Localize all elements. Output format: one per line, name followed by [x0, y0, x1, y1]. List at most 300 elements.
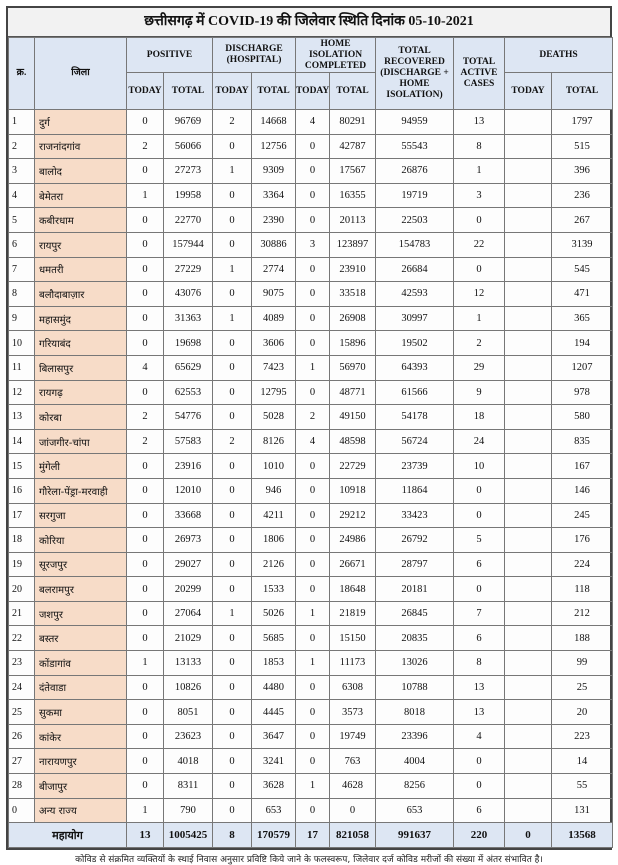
cell-discharge-total: 3241: [252, 749, 296, 774]
cell-district: सुकमा: [35, 700, 127, 725]
cell-home-isolation-today: 0: [296, 454, 330, 479]
covid-report-sheet: [6, 6, 612, 865]
cell-discharge-total: 1010: [252, 454, 296, 479]
cell-deaths-today: [505, 110, 552, 135]
cell-positive-today: 0: [127, 528, 164, 553]
cell-total-active: 12: [454, 282, 505, 307]
cell-sr: 9: [9, 306, 35, 331]
cell-home-isolation-total: 16355: [330, 183, 376, 208]
cell-total-recovered: 26684: [376, 257, 454, 282]
cell-total-recovered: 26876: [376, 159, 454, 184]
table-row: [9, 626, 613, 651]
table-row: [9, 749, 613, 774]
cell-positive-total: 26973: [164, 528, 213, 553]
cell-total-recovered: 33423: [376, 503, 454, 528]
cell-positive-today: 0: [127, 675, 164, 700]
cell-total-recovered: 8018: [376, 700, 454, 725]
cell-deaths-today: [505, 651, 552, 676]
cell-total-recovered: 8256: [376, 774, 454, 799]
cell-discharge-total: 7423: [252, 355, 296, 380]
cell-positive-total: 56066: [164, 134, 213, 159]
cell-deaths-today: [505, 774, 552, 799]
cell-total-recovered: 20181: [376, 577, 454, 602]
total-deaths-today: 0: [505, 823, 552, 848]
table-row: [9, 405, 613, 430]
cell-positive-today: 0: [127, 454, 164, 479]
cell-deaths-today: [505, 503, 552, 528]
cell-discharge-total: 653: [252, 798, 296, 823]
cell-positive-today: 0: [127, 478, 164, 503]
cell-total-recovered: 26792: [376, 528, 454, 553]
total-discharge-total: 170579: [252, 823, 296, 848]
cell-district: अन्य राज्य: [35, 798, 127, 823]
cell-home-isolation-total: 15896: [330, 331, 376, 356]
cell-deaths-today: [505, 380, 552, 405]
cell-positive-total: 29027: [164, 552, 213, 577]
cell-positive-total: 27229: [164, 257, 213, 282]
cell-positive-total: 65629: [164, 355, 213, 380]
cell-total-active: 3: [454, 183, 505, 208]
cell-district: सरगुजा: [35, 503, 127, 528]
cell-district: कबीरधाम: [35, 208, 127, 233]
cell-positive-total: 54776: [164, 405, 213, 430]
cell-district: गरियाबंद: [35, 331, 127, 356]
cell-home-isolation-today: 0: [296, 724, 330, 749]
cell-deaths-today: [505, 429, 552, 454]
cell-total-recovered: 19719: [376, 183, 454, 208]
cell-total-recovered: 154783: [376, 232, 454, 257]
total-home-isolation-total: 821058: [330, 823, 376, 848]
cell-discharge-today: 0: [213, 232, 252, 257]
cell-positive-today: 2: [127, 134, 164, 159]
cell-discharge-total: 3606: [252, 331, 296, 356]
cell-deaths-total: 267: [552, 208, 613, 233]
table-row: [9, 503, 613, 528]
cell-total-active: 0: [454, 478, 505, 503]
cell-home-isolation-total: 22729: [330, 454, 376, 479]
table-row: [9, 306, 613, 331]
cell-home-isolation-today: 0: [296, 626, 330, 651]
table-row: [9, 110, 613, 135]
cell-deaths-total: 176: [552, 528, 613, 553]
totals-section: [9, 823, 613, 848]
cell-total-recovered: 30997: [376, 306, 454, 331]
cell-deaths-today: [505, 749, 552, 774]
cell-district: बलरामपुर: [35, 577, 127, 602]
cell-home-isolation-today: 1: [296, 355, 330, 380]
cell-discharge-today: 1: [213, 159, 252, 184]
cell-positive-total: 790: [164, 798, 213, 823]
cell-home-isolation-today: 0: [296, 208, 330, 233]
cell-total-recovered: 42593: [376, 282, 454, 307]
cell-sr: 26: [9, 724, 35, 749]
cell-positive-total: 20299: [164, 577, 213, 602]
cell-positive-total: 157944: [164, 232, 213, 257]
cell-home-isolation-today: 0: [296, 552, 330, 577]
cell-deaths-today: [505, 282, 552, 307]
table-row: [9, 700, 613, 725]
cell-positive-total: 8051: [164, 700, 213, 725]
table-row: [9, 208, 613, 233]
cell-deaths-total: 471: [552, 282, 613, 307]
table-row: [9, 429, 613, 454]
cell-positive-today: 0: [127, 626, 164, 651]
cell-district: बीजापुर: [35, 774, 127, 799]
cell-discharge-total: 3628: [252, 774, 296, 799]
cell-sr: 13: [9, 405, 35, 430]
cell-deaths-today: [505, 159, 552, 184]
cell-deaths-total: 580: [552, 405, 613, 430]
cell-discharge-today: 0: [213, 577, 252, 602]
cell-deaths-total: 1207: [552, 355, 613, 380]
cell-total-active: 8: [454, 134, 505, 159]
table-row: [9, 355, 613, 380]
table-row: [9, 577, 613, 602]
cell-discharge-today: 0: [213, 355, 252, 380]
total-home-isolation-today: 17: [296, 823, 330, 848]
cell-positive-today: 0: [127, 700, 164, 725]
cell-positive-today: 2: [127, 405, 164, 430]
cell-sr: 17: [9, 503, 35, 528]
header-discharge: DISCHARGE (HOSPITAL): [213, 38, 296, 73]
cell-discharge-today: 0: [213, 528, 252, 553]
cell-positive-today: 1: [127, 183, 164, 208]
cell-positive-total: 27273: [164, 159, 213, 184]
cell-positive-total: 23623: [164, 724, 213, 749]
cell-total-recovered: 23739: [376, 454, 454, 479]
cell-home-isolation-today: 0: [296, 331, 330, 356]
cell-positive-today: 1: [127, 798, 164, 823]
cell-positive-today: 4: [127, 355, 164, 380]
cell-sr: 11: [9, 355, 35, 380]
cell-discharge-total: 5685: [252, 626, 296, 651]
cell-total-active: 5: [454, 528, 505, 553]
cell-positive-total: 31363: [164, 306, 213, 331]
cell-deaths-total: 118: [552, 577, 613, 602]
cell-discharge-today: 0: [213, 331, 252, 356]
header-home-isolation-total: TOTAL: [330, 73, 376, 110]
cell-discharge-total: 14668: [252, 110, 296, 135]
cell-sr: 8: [9, 282, 35, 307]
cell-sr: 15: [9, 454, 35, 479]
cell-positive-today: 0: [127, 380, 164, 405]
cell-positive-total: 21029: [164, 626, 213, 651]
cell-home-isolation-total: 15150: [330, 626, 376, 651]
report-title: छत्तीसगढ़ में COVID-19 की जिलेवार स्थिति दिनांक 05-10-2021: [8, 8, 610, 37]
cell-home-isolation-today: 4: [296, 110, 330, 135]
cell-deaths-total: 224: [552, 552, 613, 577]
header-deaths-total: TOTAL: [552, 73, 613, 110]
cell-total-active: 0: [454, 749, 505, 774]
cell-deaths-total: 223: [552, 724, 613, 749]
cell-deaths-today: [505, 528, 552, 553]
cell-positive-total: 13133: [164, 651, 213, 676]
cell-total-active: 18: [454, 405, 505, 430]
cell-district: कांकेर: [35, 724, 127, 749]
cell-district: कोरिया: [35, 528, 127, 553]
cell-home-isolation-today: 0: [296, 675, 330, 700]
table-row: [9, 774, 613, 799]
cell-home-isolation-today: 0: [296, 700, 330, 725]
total-positive-today: 13: [127, 823, 164, 848]
cell-total-recovered: 13026: [376, 651, 454, 676]
cell-total-active: 24: [454, 429, 505, 454]
cell-deaths-total: 55: [552, 774, 613, 799]
cell-district: रायपुर: [35, 232, 127, 257]
cell-total-recovered: 26845: [376, 601, 454, 626]
cell-home-isolation-today: 0: [296, 380, 330, 405]
cell-positive-total: 8311: [164, 774, 213, 799]
cell-district: मुंगेली: [35, 454, 127, 479]
cell-discharge-today: 0: [213, 208, 252, 233]
cell-discharge-today: 0: [213, 700, 252, 725]
cell-discharge-today: 0: [213, 405, 252, 430]
cell-total-active: 29: [454, 355, 505, 380]
cell-positive-today: 0: [127, 306, 164, 331]
table-row: [9, 454, 613, 479]
cell-discharge-total: 3364: [252, 183, 296, 208]
cell-total-active: 0: [454, 257, 505, 282]
cell-total-active: 1: [454, 159, 505, 184]
cell-sr: 21: [9, 601, 35, 626]
cell-positive-today: 0: [127, 749, 164, 774]
cell-sr: 27: [9, 749, 35, 774]
cell-deaths-total: 167: [552, 454, 613, 479]
cell-district: रायगढ़: [35, 380, 127, 405]
cell-home-isolation-today: 0: [296, 577, 330, 602]
table-row: [9, 601, 613, 626]
cell-deaths-today: [505, 626, 552, 651]
cell-deaths-total: 236: [552, 183, 613, 208]
cell-positive-today: 0: [127, 577, 164, 602]
table-row: [9, 675, 613, 700]
cell-total-active: 0: [454, 208, 505, 233]
cell-positive-today: 0: [127, 774, 164, 799]
cell-total-active: 7: [454, 601, 505, 626]
cell-sr: 28: [9, 774, 35, 799]
cell-positive-today: 0: [127, 331, 164, 356]
cell-home-isolation-total: 0: [330, 798, 376, 823]
cell-discharge-total: 12795: [252, 380, 296, 405]
cell-total-active: 1: [454, 306, 505, 331]
cell-home-isolation-total: 17567: [330, 159, 376, 184]
cell-deaths-total: 131: [552, 798, 613, 823]
header-discharge-today: TODAY: [213, 73, 252, 110]
table-row: [9, 159, 613, 184]
cell-positive-today: 1: [127, 651, 164, 676]
cell-deaths-total: 515: [552, 134, 613, 159]
cell-home-isolation-today: 1: [296, 774, 330, 799]
header-deaths-today: TODAY: [505, 73, 552, 110]
cell-discharge-today: 0: [213, 552, 252, 577]
cell-total-recovered: 55543: [376, 134, 454, 159]
cell-district: बेमेतरा: [35, 183, 127, 208]
cell-positive-today: 0: [127, 232, 164, 257]
cell-positive-today: 0: [127, 601, 164, 626]
cell-discharge-total: 2390: [252, 208, 296, 233]
cell-home-isolation-today: 0: [296, 503, 330, 528]
cell-district: बिलासपुर: [35, 355, 127, 380]
cell-total-active: 22: [454, 232, 505, 257]
header-discharge-total: TOTAL: [252, 73, 296, 110]
cell-home-isolation-total: 80291: [330, 110, 376, 135]
cell-sr: 22: [9, 626, 35, 651]
cell-discharge-today: 1: [213, 601, 252, 626]
cell-home-isolation-total: 26908: [330, 306, 376, 331]
cell-discharge-total: 5026: [252, 601, 296, 626]
cell-home-isolation-today: 0: [296, 478, 330, 503]
cell-total-recovered: 4004: [376, 749, 454, 774]
cell-home-isolation-today: 2: [296, 405, 330, 430]
cell-total-active: 2: [454, 331, 505, 356]
cell-sr: 3: [9, 159, 35, 184]
cell-total-active: 4: [454, 724, 505, 749]
cell-home-isolation-total: 42787: [330, 134, 376, 159]
cell-deaths-total: 545: [552, 257, 613, 282]
cell-discharge-today: 0: [213, 774, 252, 799]
cell-total-recovered: 61566: [376, 380, 454, 405]
cell-district: जशपुर: [35, 601, 127, 626]
cell-home-isolation-total: 48598: [330, 429, 376, 454]
totals-label: महायोग: [9, 823, 127, 848]
cell-district: बलौदाबाज़ार: [35, 282, 127, 307]
cell-district: कोरबा: [35, 405, 127, 430]
cell-sr: 16: [9, 478, 35, 503]
cell-discharge-total: 4089: [252, 306, 296, 331]
cell-positive-today: 0: [127, 282, 164, 307]
cell-total-active: 13: [454, 675, 505, 700]
cell-sr: 4: [9, 183, 35, 208]
cell-discharge-total: 946: [252, 478, 296, 503]
cell-deaths-total: 835: [552, 429, 613, 454]
cell-deaths-today: [505, 306, 552, 331]
cell-sr: 5: [9, 208, 35, 233]
cell-total-recovered: 64393: [376, 355, 454, 380]
cell-positive-total: 4018: [164, 749, 213, 774]
cell-deaths-today: [505, 355, 552, 380]
cell-discharge-total: 8126: [252, 429, 296, 454]
cell-discharge-today: 0: [213, 478, 252, 503]
cell-deaths-today: [505, 257, 552, 282]
cell-sr: 18: [9, 528, 35, 553]
cell-home-isolation-total: 763: [330, 749, 376, 774]
cell-deaths-total: 1797: [552, 110, 613, 135]
cell-home-isolation-total: 10918: [330, 478, 376, 503]
cell-total-active: 6: [454, 626, 505, 651]
cell-home-isolation-total: 48771: [330, 380, 376, 405]
cell-discharge-total: 1533: [252, 577, 296, 602]
cell-home-isolation-today: 0: [296, 306, 330, 331]
header-positive-today: TODAY: [127, 73, 164, 110]
header-positive: POSITIVE: [127, 38, 213, 73]
cell-deaths-today: [505, 478, 552, 503]
cell-home-isolation-today: 0: [296, 282, 330, 307]
table-row: [9, 257, 613, 282]
cell-home-isolation-today: 0: [296, 798, 330, 823]
totals-row: [9, 823, 613, 848]
cell-home-isolation-today: 0: [296, 528, 330, 553]
cell-positive-total: 23916: [164, 454, 213, 479]
cell-total-recovered: 94959: [376, 110, 454, 135]
table-row: [9, 232, 613, 257]
cell-deaths-today: [505, 232, 552, 257]
header-total-active: TOTAL ACTIVE CASES: [454, 38, 505, 110]
cell-home-isolation-total: 26671: [330, 552, 376, 577]
cell-discharge-total: 9075: [252, 282, 296, 307]
cell-positive-today: 0: [127, 208, 164, 233]
table-row: [9, 478, 613, 503]
cell-discharge-today: 0: [213, 651, 252, 676]
header-total-recovered: TOTAL RECOVERED (DISCHARGE + HOME ISOLATION): [376, 38, 454, 110]
table-row: [9, 724, 613, 749]
cell-positive-total: 19698: [164, 331, 213, 356]
cell-total-active: 13: [454, 700, 505, 725]
cell-sr: 23: [9, 651, 35, 676]
cell-district: गौरेला-पेंड्रा-मरवाही: [35, 478, 127, 503]
cell-district: जांजगीर-चांपा: [35, 429, 127, 454]
district-rows: [9, 110, 613, 823]
cell-home-isolation-today: 0: [296, 183, 330, 208]
cell-deaths-today: [505, 454, 552, 479]
header-district: जिला: [35, 38, 127, 110]
cell-district: सूरजपुर: [35, 552, 127, 577]
header-home-isolation: HOME ISOLATION COMPLETED: [296, 38, 376, 73]
cell-positive-today: 0: [127, 159, 164, 184]
cell-home-isolation-total: 21819: [330, 601, 376, 626]
cell-sr: 24: [9, 675, 35, 700]
cell-deaths-total: 365: [552, 306, 613, 331]
cell-positive-total: 43076: [164, 282, 213, 307]
cell-positive-today: 2: [127, 429, 164, 454]
cell-discharge-today: 0: [213, 282, 252, 307]
cell-deaths-today: [505, 405, 552, 430]
cell-deaths-today: [505, 552, 552, 577]
cell-total-recovered: 23396: [376, 724, 454, 749]
cell-deaths-total: 188: [552, 626, 613, 651]
cell-deaths-today: [505, 700, 552, 725]
cell-district: नारायणपुर: [35, 749, 127, 774]
cell-home-isolation-total: 19749: [330, 724, 376, 749]
cell-positive-total: 19958: [164, 183, 213, 208]
table-row: [9, 134, 613, 159]
cell-total-recovered: 28797: [376, 552, 454, 577]
cell-discharge-total: 1853: [252, 651, 296, 676]
cell-deaths-total: 978: [552, 380, 613, 405]
cell-discharge-total: 4445: [252, 700, 296, 725]
footer-note: कोविड से संक्रमित व्यक्तियों के स्थाई निवास अनुसार प्रविष्टि किये जाने के फलस्वरूप, जिलेवार दर्ज कोविड मरीजों की संख्या में अंतर संभावित है।: [75, 855, 543, 865]
cell-positive-total: 62553: [164, 380, 213, 405]
cell-total-recovered: 54178: [376, 405, 454, 430]
cell-discharge-total: 30886: [252, 232, 296, 257]
table-row: [9, 331, 613, 356]
cell-discharge-total: 1806: [252, 528, 296, 553]
cell-discharge-today: 1: [213, 306, 252, 331]
header-positive-total: TOTAL: [164, 73, 213, 110]
cell-total-active: 13: [454, 110, 505, 135]
cell-discharge-total: 2126: [252, 552, 296, 577]
cell-deaths-today: [505, 724, 552, 749]
cell-total-recovered: 653: [376, 798, 454, 823]
cell-positive-total: 57583: [164, 429, 213, 454]
cell-home-isolation-today: 4: [296, 429, 330, 454]
cell-discharge-total: 4211: [252, 503, 296, 528]
cell-deaths-today: [505, 577, 552, 602]
cell-home-isolation-today: 0: [296, 257, 330, 282]
header-sr: क्र.: [9, 38, 35, 110]
total-deaths-total: 13568: [552, 823, 613, 848]
cell-discharge-today: 0: [213, 503, 252, 528]
header-home-isolation-today: TODAY: [296, 73, 330, 110]
